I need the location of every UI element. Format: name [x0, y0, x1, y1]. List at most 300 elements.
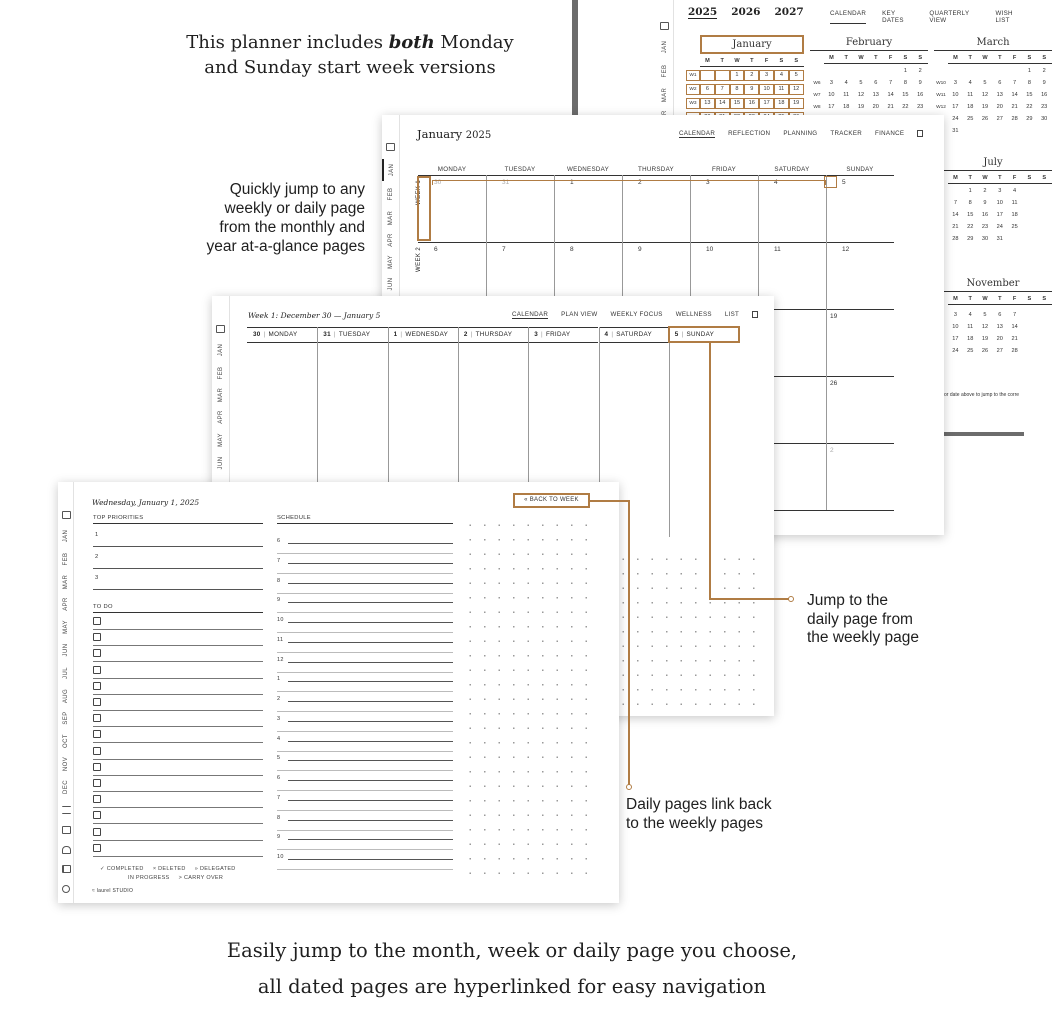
day-link[interactable]: 19: [789, 98, 804, 109]
day-link[interactable]: 15: [902, 92, 909, 98]
nav-plan-view[interactable]: PLAN VIEW: [561, 311, 598, 318]
day-link[interactable]: 14: [887, 92, 894, 98]
day-link[interactable]: 28: [1011, 348, 1018, 354]
nav-finance[interactable]: FINANCE: [875, 130, 905, 137]
day-link[interactable]: 2: [638, 179, 642, 186]
nav-calendar[interactable]: CALENDAR: [679, 130, 716, 137]
day-link[interactable]: 6: [998, 80, 1002, 86]
tab-jun[interactable]: JUN: [387, 277, 394, 291]
schedule-line[interactable]: [288, 583, 453, 584]
schedule-line[interactable]: [288, 681, 453, 682]
day-link[interactable]: 9: [918, 80, 922, 86]
todo-line[interactable]: [93, 742, 263, 743]
schedule-half-line[interactable]: [277, 711, 453, 712]
tab-dec[interactable]: [58, 776, 73, 798]
todo-line[interactable]: [93, 807, 263, 808]
tab-jun[interactable]: [58, 639, 73, 661]
schedule-half-line[interactable]: [277, 632, 453, 633]
weekly-day-header-link[interactable]: [247, 327, 317, 343]
nav-reflection[interactable]: REFLECTION: [728, 130, 771, 137]
weekly-day-header-link[interactable]: [599, 327, 669, 343]
day-link[interactable]: 30: [434, 179, 442, 186]
day-link[interactable]: 1: [730, 70, 745, 81]
day-link[interactable]: 4: [968, 80, 972, 86]
day-link[interactable]: 13: [872, 92, 879, 98]
todo-line[interactable]: [93, 645, 263, 646]
tab-oct[interactable]: [58, 730, 73, 752]
day-link[interactable]: 5: [859, 80, 863, 86]
weekday-letter: S: [1037, 295, 1052, 305]
schedule-half-line[interactable]: [277, 652, 453, 653]
tab-apr[interactable]: [58, 593, 73, 615]
day-link[interactable]: 7: [953, 200, 957, 206]
day-link[interactable]: 1: [903, 68, 907, 74]
schedule-hour: 2: [277, 696, 281, 702]
schedule-half-line[interactable]: [277, 849, 453, 850]
tab-feb[interactable]: FEB: [387, 187, 394, 201]
todo-checkbox[interactable]: [93, 649, 101, 657]
day-link[interactable]: 24: [952, 116, 959, 122]
day-link[interactable]: 12: [789, 84, 804, 95]
day-link[interactable]: 16: [917, 92, 924, 98]
day-link[interactable]: 15: [730, 98, 745, 109]
tab-jan[interactable]: JAN: [382, 159, 399, 181]
todo-line[interactable]: [93, 629, 263, 630]
priority-line[interactable]: [93, 568, 263, 569]
schedule-line[interactable]: [288, 662, 453, 663]
day-link: [700, 70, 715, 81]
tab-mar[interactable]: MAR: [387, 210, 394, 226]
todo-line[interactable]: [93, 840, 263, 841]
day-name: SATURDAY: [616, 331, 653, 338]
todo-checkbox[interactable]: [93, 844, 101, 852]
month-title-november[interactable]: November: [934, 276, 1052, 292]
day-link[interactable]: 19: [981, 104, 989, 110]
day-link[interactable]: 8: [1027, 80, 1031, 86]
todo-checkbox[interactable]: [93, 795, 101, 803]
priority-line[interactable]: [93, 546, 263, 547]
tab-mar[interactable]: [58, 571, 73, 593]
day-link[interactable]: 31: [502, 179, 510, 186]
day-link[interactable]: 20: [872, 104, 879, 110]
day-link[interactable]: 3: [953, 312, 957, 318]
flag-icon[interactable]: [62, 865, 71, 873]
day-link[interactable]: 3: [759, 70, 774, 81]
day-link[interactable]: 3: [953, 80, 957, 86]
day-link[interactable]: 10: [952, 324, 959, 330]
tab-label: AUG: [62, 688, 69, 703]
day-link[interactable]: 15: [1026, 92, 1033, 98]
day-link[interactable]: 25: [967, 116, 974, 122]
day-link[interactable]: 22: [967, 224, 974, 230]
sunday-link-highlight[interactable]: [668, 326, 740, 343]
day-link[interactable]: 7: [889, 80, 893, 86]
day-link[interactable]: 20: [996, 104, 1003, 110]
status-legend: [100, 866, 236, 872]
nav-list[interactable]: LIST: [724, 311, 740, 318]
week-number-link[interactable]: W1: [686, 70, 700, 81]
week-number-link[interactable]: W10: [936, 81, 946, 86]
day-link[interactable]: 15: [967, 212, 974, 218]
todo-line[interactable]: [93, 759, 263, 760]
day-link[interactable]: 26: [830, 380, 838, 387]
day-link[interactable]: 11: [843, 92, 850, 98]
day-link[interactable]: 14: [715, 98, 730, 109]
day-link[interactable]: 2: [983, 188, 987, 194]
todo-checkbox[interactable]: [93, 666, 101, 674]
day-link[interactable]: 7: [1013, 80, 1017, 86]
todo-checkbox[interactable]: [93, 828, 101, 836]
schedule-line[interactable]: [288, 721, 453, 722]
day-link[interactable]: 9: [638, 246, 642, 253]
todo-line[interactable]: [93, 726, 263, 727]
day-link[interactable]: 19: [981, 336, 989, 342]
day-link[interactable]: 7: [715, 84, 730, 95]
day-link[interactable]: 14: [1011, 92, 1018, 98]
day-link[interactable]: 6: [874, 80, 878, 86]
tab-feb[interactable]: FEB: [661, 64, 668, 78]
week-number-link[interactable]: W12: [936, 105, 946, 110]
day-link[interactable]: 25: [1011, 224, 1018, 230]
day-link[interactable]: 2: [1042, 68, 1046, 74]
day-5-link-highlight[interactable]: [824, 176, 837, 188]
day-link[interactable]: 7: [1013, 312, 1017, 318]
week-label-link[interactable]: WEEK 2: [416, 246, 422, 272]
day-link: [1007, 235, 1022, 244]
todo-line[interactable]: [93, 823, 263, 824]
day-link[interactable]: 4: [844, 80, 848, 86]
weekday-header: FRIDAY: [711, 166, 737, 173]
day-link[interactable]: 11: [1011, 200, 1018, 206]
schedule-line[interactable]: [288, 760, 453, 761]
document-icon[interactable]: [752, 311, 758, 318]
day-link[interactable]: 10: [828, 92, 835, 98]
schedule-line[interactable]: [288, 859, 453, 860]
day-link[interactable]: 21: [1011, 336, 1018, 342]
day-link[interactable]: 20: [996, 336, 1003, 342]
tab-may[interactable]: [58, 616, 73, 638]
weekday-header: MONDAY: [437, 166, 467, 173]
week-number-link[interactable]: W7: [813, 93, 821, 98]
day-link[interactable]: 8: [903, 80, 907, 86]
day-link[interactable]: 17: [759, 98, 774, 109]
nav-planning[interactable]: PLANNING: [783, 130, 818, 137]
day-link[interactable]: 25: [967, 348, 974, 354]
day-link[interactable]: 6: [700, 84, 715, 95]
weekday-letter: M: [948, 54, 963, 64]
day-link[interactable]: 19: [830, 313, 838, 320]
todo-line[interactable]: [93, 678, 263, 679]
day-link[interactable]: 29: [1026, 116, 1033, 122]
nav-weekly-focus[interactable]: WEEKLY FOCUS: [610, 311, 663, 318]
schedule-half-line[interactable]: [277, 770, 453, 771]
todo-checkbox[interactable]: [93, 617, 101, 625]
week-number-link[interactable]: [934, 67, 948, 76]
day-link[interactable]: 4: [1013, 188, 1017, 194]
day-link[interactable]: 10: [759, 84, 774, 95]
schedule-half-line[interactable]: [277, 593, 453, 594]
day-link[interactable]: 29: [967, 236, 974, 242]
day-link[interactable]: 8: [968, 200, 972, 206]
tab-aug[interactable]: [58, 685, 73, 707]
tab-jun[interactable]: JUN: [217, 456, 224, 470]
tab-mar[interactable]: MAR: [217, 387, 224, 403]
document-icon[interactable]: [917, 130, 923, 137]
day-link[interactable]: 18: [1011, 212, 1018, 218]
day-link[interactable]: 17: [828, 104, 835, 110]
day-link[interactable]: 13: [996, 324, 1003, 330]
calendar-icon[interactable]: [660, 22, 669, 30]
schedule-half-line[interactable]: [277, 612, 453, 613]
todo-checkbox[interactable]: [93, 682, 101, 690]
day-link[interactable]: 13: [996, 92, 1003, 98]
day-link[interactable]: 10: [706, 246, 714, 253]
tab-jul[interactable]: [58, 662, 73, 684]
schedule-half-line[interactable]: [277, 810, 453, 811]
tab-nov[interactable]: [58, 753, 73, 775]
day-link[interactable]: 21: [1011, 104, 1018, 110]
day-link[interactable]: 2: [830, 447, 834, 454]
nav-calendar[interactable]: CALENDAR: [830, 10, 866, 24]
schedule-line[interactable]: [288, 543, 453, 544]
nav-wellness[interactable]: WELLNESS: [675, 311, 712, 318]
todo-checkbox[interactable]: [93, 779, 101, 787]
day-link[interactable]: 21: [952, 224, 959, 230]
day-link[interactable]: 16: [981, 212, 989, 218]
year-2025[interactable]: 2025: [688, 6, 718, 18]
nav-tracker[interactable]: TRACKER: [830, 130, 863, 137]
schedule-half-line[interactable]: [277, 672, 453, 673]
day-link[interactable]: 11: [967, 92, 974, 98]
day-link[interactable]: 2: [744, 70, 759, 81]
day-link[interactable]: 27: [996, 348, 1003, 354]
day-link[interactable]: 12: [981, 324, 989, 330]
todo-checkbox[interactable]: [93, 811, 101, 819]
day-link[interactable]: 30: [981, 236, 989, 242]
day-link[interactable]: 3: [706, 179, 710, 186]
priority-line[interactable]: [93, 589, 263, 590]
todo-line[interactable]: [93, 856, 263, 857]
nav-key-dates[interactable]: KEY DATES: [882, 10, 904, 24]
day-link[interactable]: 14: [1011, 324, 1018, 330]
day-link[interactable]: 14: [952, 212, 959, 218]
todo-line[interactable]: [93, 791, 263, 792]
day-link[interactable]: 12: [857, 92, 865, 98]
brand-mark: ≈ laurel STUDIO: [92, 888, 134, 894]
day-link[interactable]: 24: [996, 224, 1003, 230]
schedule-line[interactable]: [288, 741, 453, 742]
nav-calendar[interactable]: CALENDAR: [512, 311, 549, 318]
tab-jan[interactable]: [58, 525, 73, 547]
nav-wish-list[interactable]: WISH LIST: [995, 10, 1013, 24]
day-link[interactable]: 31: [996, 236, 1003, 242]
week-number-link[interactable]: W11: [936, 93, 946, 98]
day-link[interactable]: 8: [570, 246, 574, 253]
day-link[interactable]: 1: [968, 188, 972, 194]
day-link[interactable]: 7: [502, 246, 506, 253]
schedule-half-line[interactable]: [277, 751, 453, 752]
day-link[interactable]: 26: [981, 348, 989, 354]
day-link[interactable]: 11: [774, 246, 781, 253]
calendar-icon[interactable]: [62, 511, 71, 519]
todo-checkbox[interactable]: [93, 747, 101, 755]
tab-mar[interactable]: MAR: [661, 87, 668, 103]
schedule-line[interactable]: [288, 820, 453, 821]
schedule-hour: 1: [277, 676, 281, 683]
day-link[interactable]: 24: [952, 348, 959, 354]
nav-quarterly-view[interactable]: QUARTERLY VIEW: [929, 10, 970, 24]
day-link[interactable]: 8: [730, 84, 745, 95]
day-link[interactable]: 28: [952, 236, 959, 242]
day-link[interactable]: 16: [744, 98, 759, 109]
week-number-link[interactable]: W6: [813, 81, 821, 86]
schedule-line[interactable]: [288, 563, 453, 564]
schedule-half-line[interactable]: [277, 869, 453, 870]
todo-line[interactable]: [93, 661, 263, 662]
legend-delegated: » DELEGATED: [194, 866, 236, 872]
day-link[interactable]: 16: [1041, 92, 1048, 98]
schedule-hour: 4: [277, 735, 281, 742]
back-to-week-button[interactable]: « BACK TO WEEK: [513, 493, 590, 508]
weekly-day-header-link[interactable]: [458, 327, 528, 343]
day-link[interactable]: 22: [1026, 104, 1033, 110]
day-link[interactable]: 21: [887, 104, 894, 110]
todo-line[interactable]: [93, 694, 263, 695]
schedule-line[interactable]: [288, 642, 453, 643]
day-link[interactable]: 18: [774, 98, 789, 109]
list-icon[interactable]: [62, 806, 71, 814]
day-link[interactable]: 18: [843, 104, 850, 110]
day-link[interactable]: 5: [983, 312, 987, 318]
schedule-half-line[interactable]: [277, 731, 453, 732]
day-link[interactable]: 5: [983, 80, 987, 86]
week-number-link[interactable]: [810, 67, 824, 76]
day-link[interactable]: 17: [952, 104, 959, 110]
day-link[interactable]: 23: [1041, 104, 1048, 110]
tab-feb[interactable]: FEB: [217, 366, 224, 380]
day-link[interactable]: 26: [981, 116, 989, 122]
schedule-half-line[interactable]: [277, 553, 453, 554]
day-link[interactable]: 23: [981, 224, 989, 230]
day-link[interactable]: 6: [998, 312, 1002, 318]
todo-checkbox[interactable]: [93, 714, 101, 722]
week-label-link[interactable]: WEEK 1: [416, 179, 422, 205]
schedule-line[interactable]: [288, 602, 453, 603]
tab-label: JUN: [62, 643, 69, 657]
day-link[interactable]: 27: [996, 116, 1003, 122]
info-icon[interactable]: [62, 885, 70, 893]
day-link[interactable]: 2: [918, 68, 922, 74]
day-link[interactable]: 18: [967, 104, 974, 110]
day-link[interactable]: 3: [998, 188, 1002, 194]
day-link[interactable]: 4: [774, 179, 778, 186]
day-link[interactable]: 6: [434, 246, 438, 253]
mini-calendar-january: [686, 35, 804, 123]
day-link[interactable]: 17: [996, 212, 1003, 218]
day-link[interactable]: 23: [917, 104, 924, 110]
day-link[interactable]: 18: [967, 336, 974, 342]
weekly-day-header-link[interactable]: [528, 327, 598, 343]
calendar-icon[interactable]: [386, 143, 395, 151]
todo-line[interactable]: [93, 710, 263, 711]
week-number-link[interactable]: W8: [813, 105, 821, 110]
schedule-line[interactable]: [288, 839, 453, 840]
day-link[interactable]: 9: [983, 200, 987, 206]
day-link[interactable]: 4: [774, 70, 789, 81]
year-2027[interactable]: 2027: [774, 6, 804, 18]
day-link[interactable]: 11: [774, 84, 789, 95]
day-link: [1022, 187, 1037, 196]
day-link[interactable]: 13: [700, 98, 715, 109]
tab-may[interactable]: MAY: [387, 255, 394, 269]
todo-line[interactable]: [93, 775, 263, 776]
day-link[interactable]: 9: [744, 84, 759, 95]
day-link[interactable]: 30: [1041, 116, 1048, 122]
tab-feb[interactable]: [58, 548, 73, 570]
month-title-january[interactable]: January: [700, 35, 804, 54]
day-link[interactable]: 4: [968, 312, 972, 318]
schedule-half-line[interactable]: [277, 691, 453, 692]
day-link[interactable]: 12: [981, 92, 989, 98]
week-number-link[interactable]: W2: [686, 84, 700, 95]
day-link[interactable]: 10: [952, 92, 959, 98]
day-link[interactable]: 5: [842, 179, 846, 186]
week1-link-highlight[interactable]: [417, 176, 431, 241]
month-title-july[interactable]: July: [934, 155, 1052, 171]
day-link[interactable]: 9: [1042, 80, 1046, 86]
month-title-march[interactable]: March: [934, 35, 1052, 51]
tab-apr[interactable]: APR: [217, 410, 224, 424]
day-link[interactable]: 31: [952, 128, 959, 134]
tab-apr[interactable]: APR: [387, 233, 394, 247]
schedule-line[interactable]: [288, 800, 453, 801]
day-link[interactable]: 1: [1027, 68, 1031, 74]
calendar-icon[interactable]: [216, 325, 225, 333]
schedule-half-line[interactable]: [277, 830, 453, 831]
day-link[interactable]: 22: [902, 104, 909, 110]
todo-checkbox[interactable]: [93, 698, 101, 706]
todo-checkbox[interactable]: [93, 763, 101, 771]
schedule-line[interactable]: [288, 780, 453, 781]
schedule-half-line[interactable]: [277, 790, 453, 791]
day-link[interactable]: 12: [842, 246, 850, 253]
todo-checkbox[interactable]: [93, 730, 101, 738]
schedule-half-line[interactable]: [277, 573, 453, 574]
day-link[interactable]: 3: [829, 80, 833, 86]
day-link[interactable]: 19: [857, 104, 865, 110]
day-link[interactable]: 17: [952, 336, 959, 342]
week-number-link[interactable]: W3: [686, 98, 700, 109]
year-2026[interactable]: 2026: [731, 6, 761, 18]
day-link[interactable]: 5: [789, 70, 804, 81]
window-icon[interactable]: [62, 826, 71, 834]
schedule-line[interactable]: [288, 701, 453, 702]
tab-may[interactable]: MAY: [217, 433, 224, 447]
tab-jan[interactable]: JAN: [661, 40, 668, 54]
day-link[interactable]: 11: [967, 324, 974, 330]
day-link[interactable]: 10: [996, 200, 1003, 206]
layers-icon[interactable]: [62, 846, 71, 854]
weekly-day-header-link[interactable]: [317, 327, 387, 343]
tab-jan[interactable]: JAN: [217, 343, 224, 357]
schedule-line[interactable]: [288, 622, 453, 623]
month-title-february[interactable]: February: [810, 35, 928, 51]
weekly-day-header-link[interactable]: [388, 327, 458, 343]
todo-checkbox[interactable]: [93, 633, 101, 641]
day-link[interactable]: 28: [1011, 116, 1018, 122]
day-link[interactable]: 1: [570, 179, 574, 186]
tab-sep[interactable]: [58, 707, 73, 729]
